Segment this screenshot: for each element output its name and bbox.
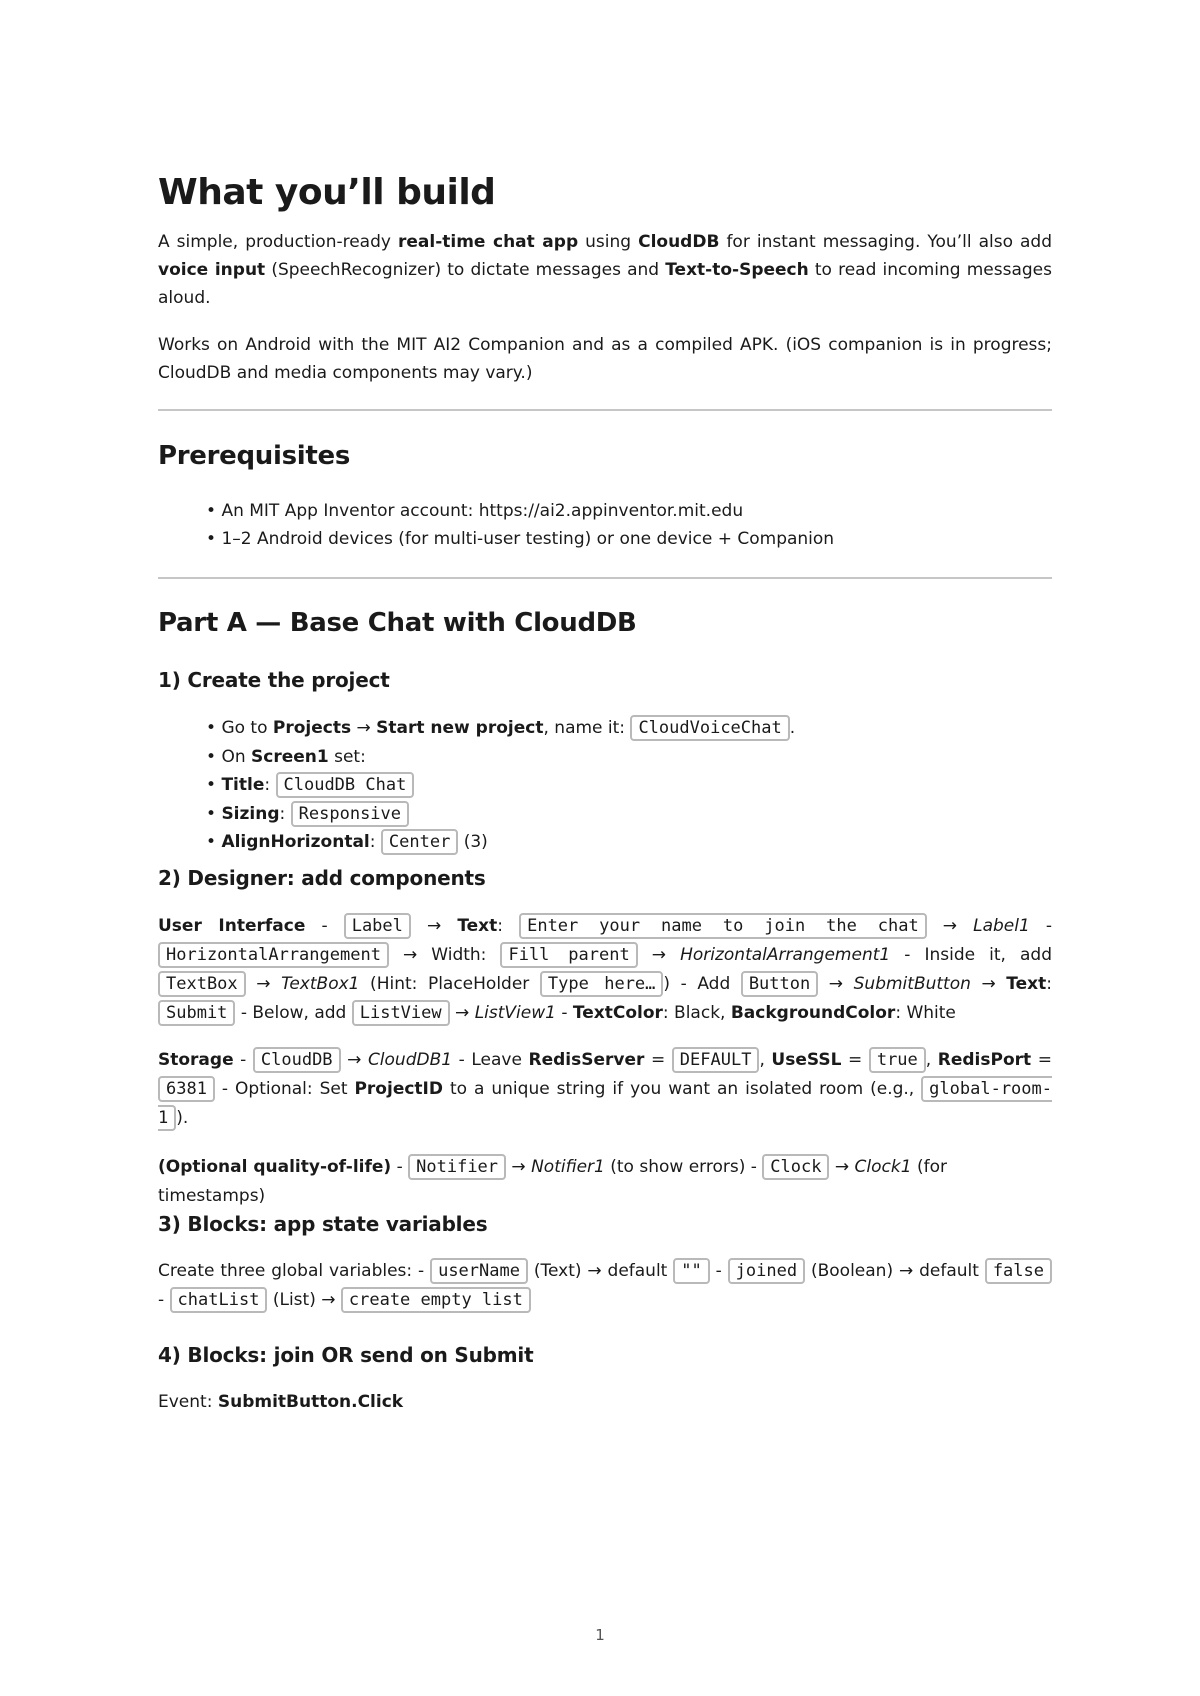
step-1-item: • AlignHorizontal: Center (3) [206,828,795,857]
placeholder-code: Type here… [540,971,664,997]
listview-code: ListView [352,1000,450,1026]
intro-paragraph: A simple, production-ready real-time chat app using CloudDB for instant messaging. You’ll also add voice input (SpeechRecognizer) to dictate messages and Text-to-Speech to read incoming messages aloud. [158,232,1053,308]
step-4-heading: 4) Blocks: join OR send on Submit [158,1343,534,1367]
button-code: Button [741,971,818,997]
step-1-item: • Title: CloudDB Chat [206,771,795,800]
label-text-code: Enter your name to join the chat [519,913,927,939]
width-code: Fill parent [500,942,637,968]
step-1-item: • On Screen1 set: [206,743,795,772]
prerequisites-list [206,497,834,553]
redis-server-code: DEFAULT [672,1047,760,1073]
step-1-heading: 1) Create the project [158,668,390,692]
prerequisite-item: • An MIT App Inventor account: https://ai2.appinventor.mit.edu [206,497,834,525]
step-1-item: • Sizing: Responsive [206,800,795,829]
arrangement-code: HorizontalArrangement [158,942,389,968]
step-1-item: • Go to Projects → Start new project, name it: CloudVoiceChat . [206,714,795,743]
empty-list-code: create empty list [341,1287,531,1313]
prerequisites-heading: Prerequisites [158,441,351,471]
section-divider [158,409,1052,411]
page-number: 1 [595,1626,605,1644]
platform-note: Works on Android with the MIT AI2 Companion and as a compiled APK. (iOS companion is in progress; CloudDB and media components may vary.) [158,335,1052,383]
chatlist-var-code: chatList [170,1287,268,1313]
step-2-storage-paragraph: Storage - CloudDB → CloudDB1 - Leave RedisServer = DEFAULT , UseSSL = true , RedisPort = 6381 - Optional: Set ProjectID to a unique string if you want an isolated room (e.g., global-room-1 ). [158,1046,1052,1133]
part-a-heading: Part A — Base Chat with CloudDB [158,608,637,638]
step-2-heading: 2) Designer: add components [158,866,486,890]
prerequisite-item: • 1–2 Android devices (for multi-user testing) or one device + Companion [206,525,834,553]
project-id-code: global-room-1 [158,1076,1052,1131]
align-code: Center [381,829,458,855]
section-divider [158,577,1052,579]
step-4-paragraph: Event: SubmitButton.Click [158,1392,404,1412]
title-code: CloudDB Chat [276,772,415,798]
submit-code: Submit [158,1000,235,1026]
step-3-paragraph: Create three global variables: - userName (Text) → default "" - joined (Boolean) → default false - chatList (List) → create empty list [158,1257,1052,1315]
clock-code: Clock [762,1154,829,1180]
empty-string-code: "" [673,1258,709,1284]
username-var-code: userName [430,1258,528,1284]
page-title: What you’ll build [158,172,496,213]
textbox-code: TextBox [158,971,246,997]
sizing-code: Responsive [291,801,409,827]
clouddb-code: CloudDB [253,1047,341,1073]
project-name-code: CloudVoiceChat [630,715,789,741]
joined-var-code: joined [728,1258,805,1284]
step-1-list [206,714,795,857]
false-code: false [985,1258,1052,1284]
step-3-heading: 3) Blocks: app state variables [158,1212,488,1236]
redis-port-code: 6381 [158,1076,215,1102]
use-ssl-code: true [869,1047,926,1073]
step-2-optional-paragraph: (Optional quality-of-life) - Notifier → Notifier1 (to show errors) - Clock → Clock1 (for timestamps) [158,1153,1052,1211]
label-code: Label [344,913,411,939]
step-2-ui-paragraph: User Interface - Label → Text: Enter your name to join the chat → Label1 - HorizontalArrangement → Width: Fill parent → HorizontalArrangement1 - Inside it, add TextBox → TextBox1 (Hint: PlaceHolder Type here… ) - Add Button → SubmitButton → Text: Submit - Below, add ListView → ListView1 - TextColor: Black, BackgroundColor: White [158,912,1052,1028]
notifier-code: Notifier [408,1154,506,1180]
